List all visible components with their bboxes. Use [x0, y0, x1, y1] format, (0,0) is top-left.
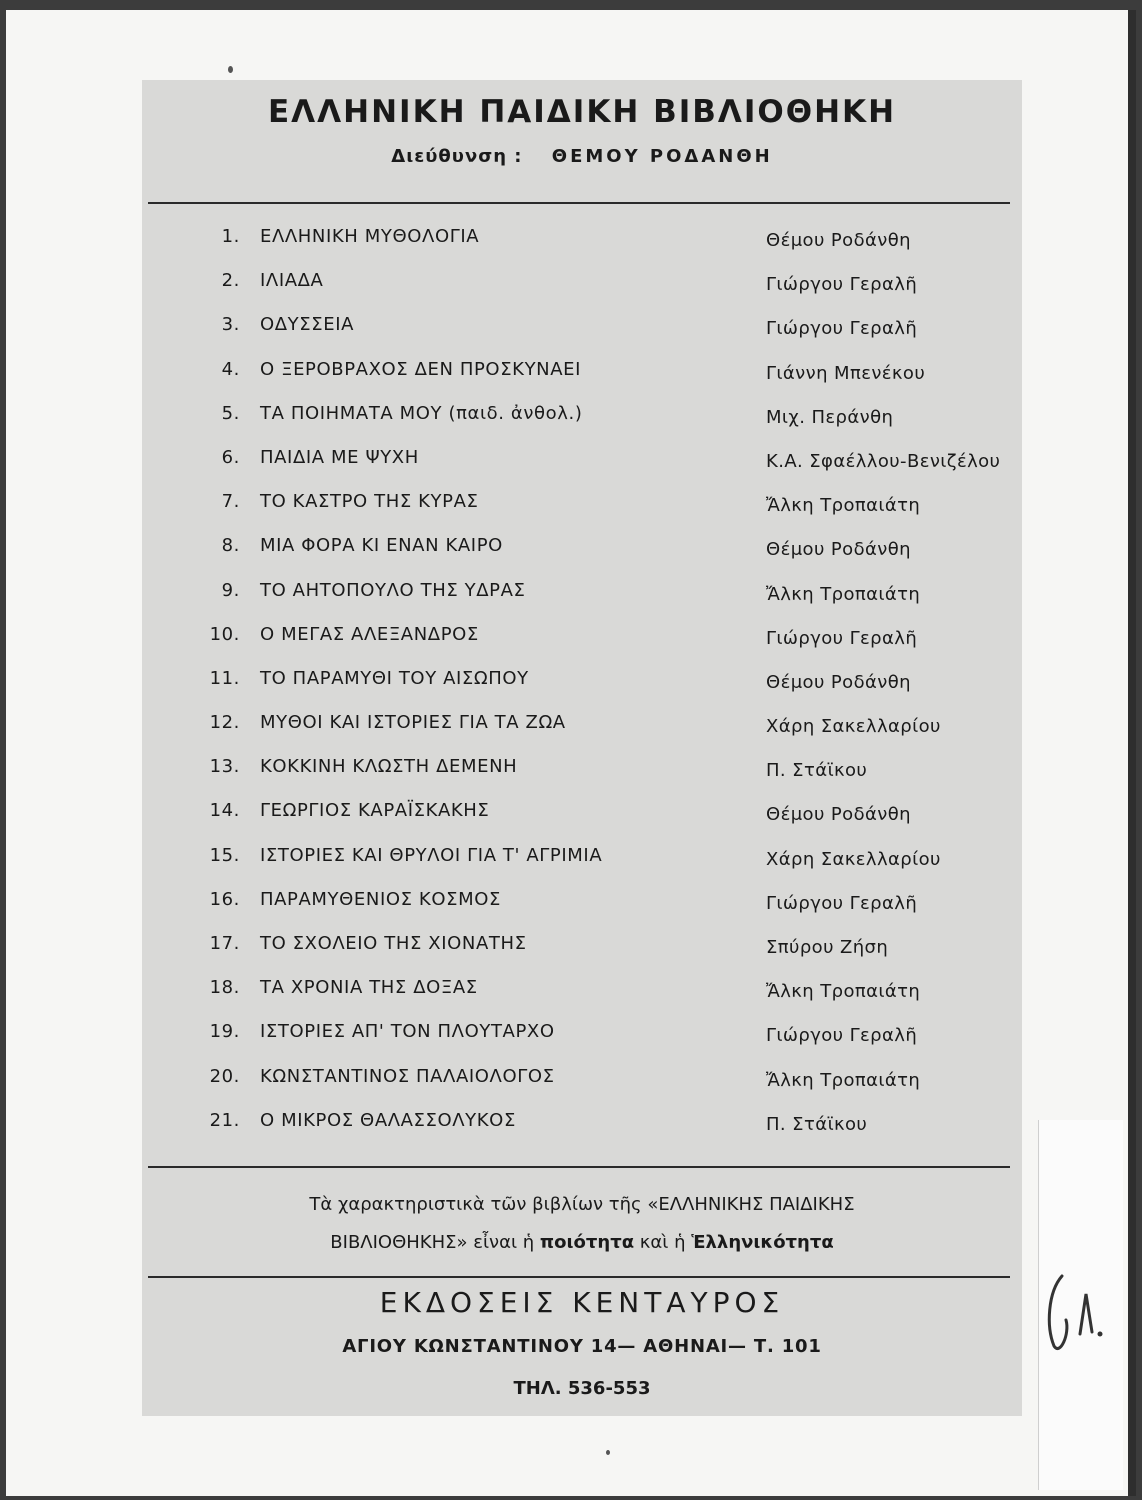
book-author: Γιώργου Γεραλῆ	[766, 1025, 918, 1047]
book-author: Π. Στάϊκου	[766, 760, 868, 782]
book-author: Γιώργου Γεραλῆ	[766, 318, 918, 340]
note-line-2-start: ΒΙΒΛΙΟΘΗΚΗΣ» εἶναι ἡ	[330, 1232, 535, 1253]
book-title: Ο ΞΕΡΟΒΡΑΧΟΣ ΔΕΝ ΠΡΟΣΚΥΝΑΕΙ	[260, 358, 582, 380]
book-number: 18.	[209, 977, 240, 999]
book-title: ΤΟ ΣΧΟΛΕΙΟ ΤΗΣ ΧΙΟΝΑΤΗΣ	[260, 933, 527, 954]
book-number: 14.	[209, 800, 240, 822]
publisher-address: ΑΓΙΟΥ ΚΩΝΣΤΑΝΤΙΝΟΥ 14— ΑΘΗΝΑΙ— Τ. 101	[342, 1336, 822, 1357]
book-number: 4.	[221, 358, 240, 380]
book-item	[142, 977, 1022, 1021]
dust-speck	[606, 1450, 610, 1455]
book-number: 10.	[209, 623, 240, 645]
book-author: Γιώργου Γεραλῆ	[766, 627, 918, 649]
book-number: 5.	[221, 402, 240, 424]
book-item	[142, 359, 1022, 403]
book-title: ΙΣΤΟΡΙΕΣ ΚΑΙ ΘΡΥΛΟΙ ΓΙΑ Τ' ΑΓΡΙΜΙΑ	[260, 844, 603, 866]
publisher-name: ΕΚΔΟΣΕΙΣ ΚΕΝΤΑΥΡΟΣ	[379, 1286, 785, 1319]
book-author: Κ.Α. Σφαέλλου-Βενιζέλου	[766, 450, 1001, 472]
book-author: Ἄλκη Τροπαιάτη	[766, 1069, 921, 1091]
book-number: 21.	[209, 1109, 240, 1131]
book-author: Μιχ. Περάνθη	[766, 406, 894, 428]
book-number: 8.	[221, 535, 240, 557]
book-author: Γιώργου Γεραλῆ	[766, 274, 918, 296]
book-author: Γιάννη Μπενέκου	[766, 362, 926, 384]
book-author: Ἄλκη Τροπαιάτη	[766, 981, 921, 1003]
book-title: ΚΩΝΣΤΑΝΤΙΝΟΣ ΠΑΛΑΙΟΛΟΓΟΣ	[260, 1065, 555, 1087]
book-item	[142, 800, 1022, 844]
book-item	[142, 1066, 1022, 1110]
book-number: 16.	[209, 888, 240, 910]
book-title: ΤΑ ΧΡΟΝΙΑ ΤΗΣ ΔΟΞΑΣ	[260, 977, 478, 999]
book-item	[142, 712, 1022, 756]
book-item	[142, 447, 1022, 491]
book-author: Θέμου Ροδάνθη	[766, 539, 911, 561]
editor-label: Διεύθυνση :	[391, 146, 523, 167]
book-item	[142, 580, 1022, 624]
book-title: ΠΑΡΑΜΥΘΕΝΙΟΣ ΚΟΣΜΟΣ	[260, 888, 501, 910]
book-title: ΤΟ ΚΑΣΤΡΟ ΤΗΣ ΚΥΡΑΣ	[260, 491, 479, 513]
book-title: ΕΛΛΗΝΙΚΗ ΜΥΘΟΛΟΓΙΑ	[260, 226, 480, 247]
book-item	[142, 491, 1022, 535]
dust-speck	[228, 66, 233, 73]
editor-name: ΘΕΜΟΥ ΡΟΔΑΝΘΗ	[551, 146, 773, 167]
book-title: ΜΥΘΟΙ ΚΑΙ ΙΣΤΟΡΙΕΣ ΓΙΑ ΤΑ ΖΩΑ	[260, 712, 566, 734]
divider-bottom	[148, 1276, 1010, 1278]
divider-middle	[148, 1166, 1010, 1168]
book-title: Ο ΜΕΓΑΣ ΑΛΕΞΑΝΔΡΟΣ	[260, 623, 479, 645]
book-number: 1.	[221, 226, 240, 247]
book-author: Ἄλκη Τροπαιάτη	[766, 583, 921, 605]
book-item	[142, 270, 1022, 314]
book-number: 15.	[209, 844, 240, 866]
book-list	[142, 226, 1022, 1154]
book-author: Π. Στάϊκου	[766, 1113, 868, 1135]
note-line-2	[142, 1224, 1022, 1262]
note-line-1: Τὰ χαρακτηριστικὰ τῶν βιβλίων τῆς «ΕΛΛΗΝΙΚΗΣ ΠΑΙΔΙΚΗΣ	[309, 1194, 855, 1215]
book-number: 17.	[209, 933, 240, 954]
book-author: Ἄλκη Τροπαιάτη	[766, 495, 921, 517]
book-number: 20.	[209, 1065, 240, 1087]
book-author: Χάρη Σακελλαρίου	[766, 848, 941, 870]
book-title: ΠΑΙΔΙΑ ΜΕ ΨΥΧΗ	[260, 446, 419, 468]
book-title: ΤΑ ΠΟΙΗΜΑΤΑ ΜΟΥ (παιδ. ἀνθολ.)	[260, 402, 583, 424]
book-item	[142, 756, 1022, 800]
book-author: Γιώργου Γεραλῆ	[766, 892, 918, 914]
catalog-panel	[142, 80, 1022, 1416]
book-author: Θέμου Ροδάνθη	[766, 230, 911, 251]
note-greekness: Ἑλληνικότητα	[691, 1232, 834, 1253]
book-title: ΚΟΚΚΙΝΗ ΚΛΩΣΤΗ ΔΕΜΕΝΗ	[260, 756, 518, 778]
book-number: 7.	[221, 491, 240, 513]
book-item	[142, 314, 1022, 358]
book-title: ΙΛΙΑΔΑ	[260, 270, 324, 292]
book-item	[142, 889, 1022, 933]
book-number: 9.	[221, 579, 240, 601]
book-title: ΤΟ ΑΗΤΟΠΟΥΛΟ ΤΗΣ ΥΔΡΑΣ	[260, 579, 526, 601]
book-number: 13.	[209, 756, 240, 778]
book-number: 19.	[209, 1021, 240, 1043]
book-item	[142, 226, 1022, 270]
book-item	[142, 1021, 1022, 1065]
book-title: ΓΕΩΡΓΙΟΣ ΚΑΡΑΪΣΚΑΚΗΣ	[260, 800, 490, 822]
book-item	[142, 403, 1022, 447]
book-title: ΤΟ ΠΑΡΑΜΥΘΙ ΤΟΥ ΑΙΣΩΠΟΥ	[260, 667, 529, 689]
book-author: Θέμου Ροδάνθη	[766, 804, 911, 826]
book-author: Θέμου Ροδάνθη	[766, 671, 911, 693]
handwritten-mark	[1040, 1264, 1120, 1364]
book-number: 6.	[221, 446, 240, 468]
note-quality: ποιότητα	[539, 1232, 635, 1253]
book-item	[142, 668, 1022, 712]
book-item	[142, 624, 1022, 668]
book-item	[142, 535, 1022, 579]
book-title: ΜΙΑ ΦΟΡΑ ΚΙ ΕΝΑΝ ΚΑΙΡΟ	[260, 535, 503, 557]
book-title: ΙΣΤΟΡΙΕΣ ΑΠ' ΤΟΝ ΠΛΟΥΤΑΡΧΟ	[260, 1021, 555, 1043]
book-title: Ο ΜΙΚΡΟΣ ΘΑΛΑΣΣΟΛΥΚΟΣ	[260, 1109, 516, 1131]
book-title: ΟΔΥΣΣΕΙΑ	[260, 314, 355, 336]
book-number: 11.	[209, 667, 240, 689]
book-item	[142, 1110, 1022, 1154]
book-number: 2.	[221, 270, 240, 292]
book-author: Χάρη Σακελλαρίου	[766, 716, 941, 738]
book-item	[142, 933, 1022, 977]
note-and: καὶ ἡ	[639, 1232, 686, 1253]
book-item	[142, 845, 1022, 889]
book-number: 3.	[221, 314, 240, 336]
book-author: Σπύρου Ζήση	[766, 937, 889, 958]
series-note	[142, 1186, 1022, 1262]
editor-line	[142, 146, 1022, 167]
divider-top	[148, 202, 1010, 204]
book-number: 12.	[209, 712, 240, 734]
series-title: ΕΛΛΗΝΙΚΗ ΠΑΙΔΙΚΗ ΒΙΒΛΙΟΘΗΚΗ	[267, 94, 897, 130]
publisher-phone: ΤΗΛ. 536-553	[513, 1378, 651, 1399]
